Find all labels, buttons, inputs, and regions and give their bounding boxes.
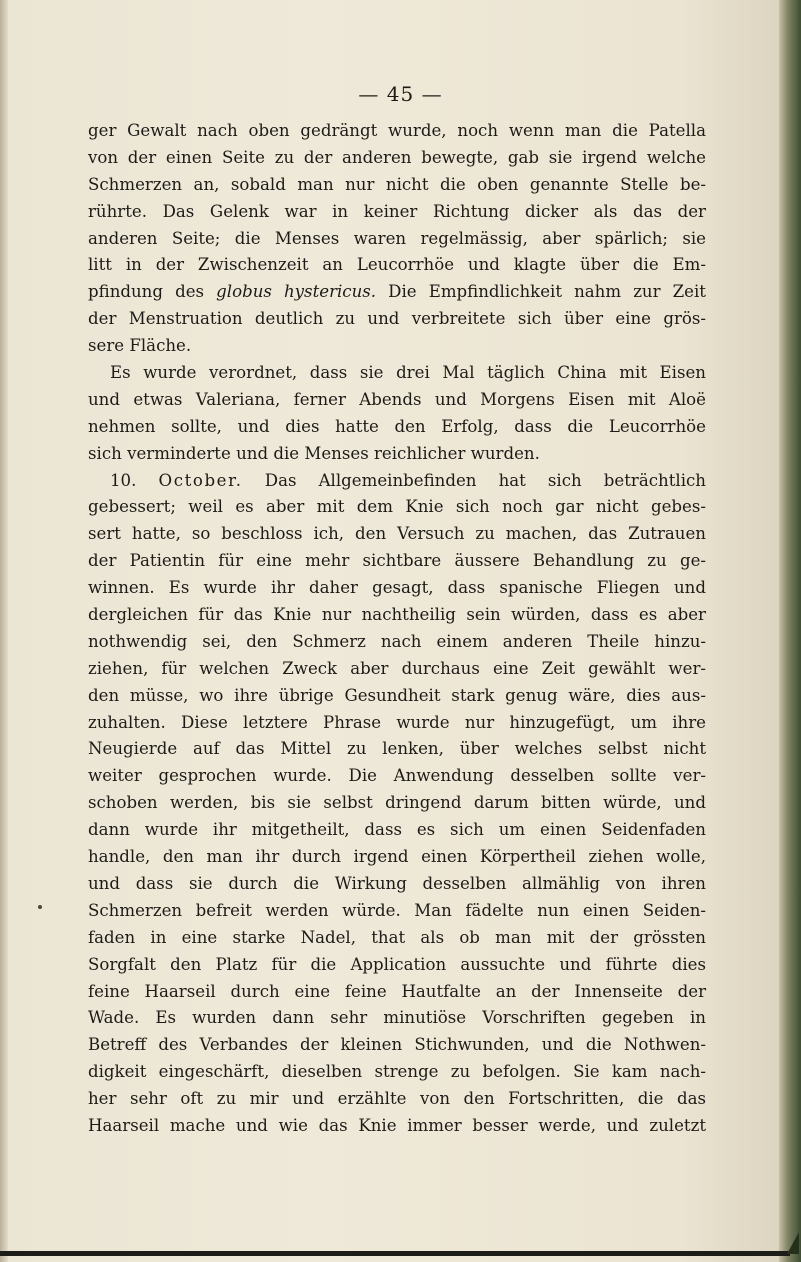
italic-term: globus hystericus. (216, 282, 377, 302)
text-line: nothwendig sei, den Schmerz nach einem anderen Theile hinzu- (88, 631, 706, 651)
text-line: Betreff des Verbandes der kleinen Stichwunden, und die Nothwen- (88, 1035, 706, 1055)
text-line: Neugierde auf das Mittel zu lenken, über welches selbst nicht (88, 739, 706, 759)
text-line: weiter gesprochen wurde. Die Anwendung desselben sollte ver- (88, 766, 706, 786)
ink-speck (38, 905, 42, 909)
page-left-edge (0, 0, 8, 1262)
text-line: Schmerzen an, sobald man nur nicht die oben genannte Stelle be- (88, 174, 706, 194)
paragraph-3 (88, 468, 706, 1140)
text-line: ger Gewalt nach oben gedrängt wurde, noch wenn man die Patella (88, 121, 706, 140)
text-line: gebessert; weil es aber mit dem Knie sich noch gar nicht gebes- (88, 497, 706, 517)
text-line: handle, den man ihr durch irgend einen Körpertheil ziehen wolle, (88, 847, 706, 867)
text-line: sere Fläche. (88, 336, 192, 356)
text-line: anderen Seite; die Menses waren regelmässig, aber spärlich; sie (88, 228, 706, 248)
text-line: schoben werden, bis sie selbst dringend darum bitten würde, und (88, 793, 706, 813)
scan-edge-bar (0, 1251, 790, 1256)
text-line (88, 468, 706, 495)
text-line: der Menstruation deutlich zu und verbreitete sich über eine grös- (88, 309, 706, 329)
entry-date-day: 10. (110, 470, 137, 490)
text-line: nehmen sollte, und dies hatte den Erfolg, dass die Leucorrhöe (88, 416, 706, 436)
page-number: — 45 — (358, 82, 443, 106)
body-text (88, 118, 706, 1140)
text-line: rührte. Das Gelenk war in keiner Richtung dicker als das der (88, 201, 706, 221)
text-line: sert hatte, so beschloss ich, den Versuch zu machen, das Zutrauen (88, 524, 706, 544)
text-line: Sorgfalt den Platz für die Application aussuchte und führte dies (88, 954, 706, 974)
text-line (88, 279, 706, 306)
text-line: und dass sie durch die Wirkung desselben allmählig von ihren (88, 873, 706, 893)
text-line: den müsse, wo ihre übrige Gesundheit stark genug wäre, dies aus- (88, 685, 706, 705)
entry-date-month: October. (158, 470, 243, 490)
text-fragment: Das Allgemeinbefinden hat sich beträchtlich (264, 470, 706, 490)
page-right-edge (779, 0, 801, 1262)
paragraph-2 (88, 360, 706, 468)
paragraph-1 (88, 118, 706, 360)
text-fragment: Die Empfindlichkeit nahm zur Zeit (376, 282, 706, 302)
text-line: her sehr oft zu mir und erzählte von den Fortschritten, die das (88, 1089, 706, 1109)
text-line: von der einen Seite zu der anderen bewegte, gab sie irgend welche (88, 147, 706, 167)
text-line: Wade. Es wurden dann sehr minutiöse Vorschriften gegeben in (88, 1008, 706, 1028)
text-line: winnen. Es wurde ihr daher gesagt, dass spanische Fliegen und (88, 578, 706, 598)
text-line: sich verminderte und die Menses reichlicher wurden. (88, 443, 540, 463)
text-line: zuhalten. Diese letztere Phrase wurde nur hinzugefügt, um ihre (88, 712, 706, 732)
text-line: dergleichen für das Knie nur nachtheilig sein würden, dass es aber (88, 605, 706, 625)
text-line: dann wurde ihr mitgetheilt, dass es sich um einen Seidenfaden (88, 820, 706, 840)
corner-mark (787, 1232, 799, 1254)
text-line: Haarseil mache und wie das Knie immer besser werde, und zuletzt (88, 1115, 706, 1135)
text-fragment: pfindung des (88, 282, 217, 302)
text-line: Schmerzen befreit werden würde. Man fädelte nun einen Seiden- (88, 900, 706, 920)
text-line: faden in eine starke Nadel, that als ob man mit der grössten (88, 927, 706, 947)
text-line: und etwas Valeriana, ferner Abends und Morgens Eisen mit Aloë (88, 389, 706, 409)
text-line: Es wurde verordnet, dass sie drei Mal täglich China mit Eisen (110, 363, 706, 383)
text-line: feine Haarseil durch eine feine Hautfalte an der Innenseite der (88, 981, 706, 1001)
text-line: digkeit eingeschärft, dieselben strenge zu befolgen. Sie kam nach- (88, 1062, 706, 1082)
text-line: ziehen, für welchen Zweck aber durchaus eine Zeit gewählt wer- (88, 658, 706, 678)
text-line: litt in der Zwischenzeit an Leucorrhöe und klagte über die Em- (88, 255, 706, 275)
text-line: der Patientin für eine mehr sichtbare äussere Behandlung zu ge- (88, 551, 706, 571)
